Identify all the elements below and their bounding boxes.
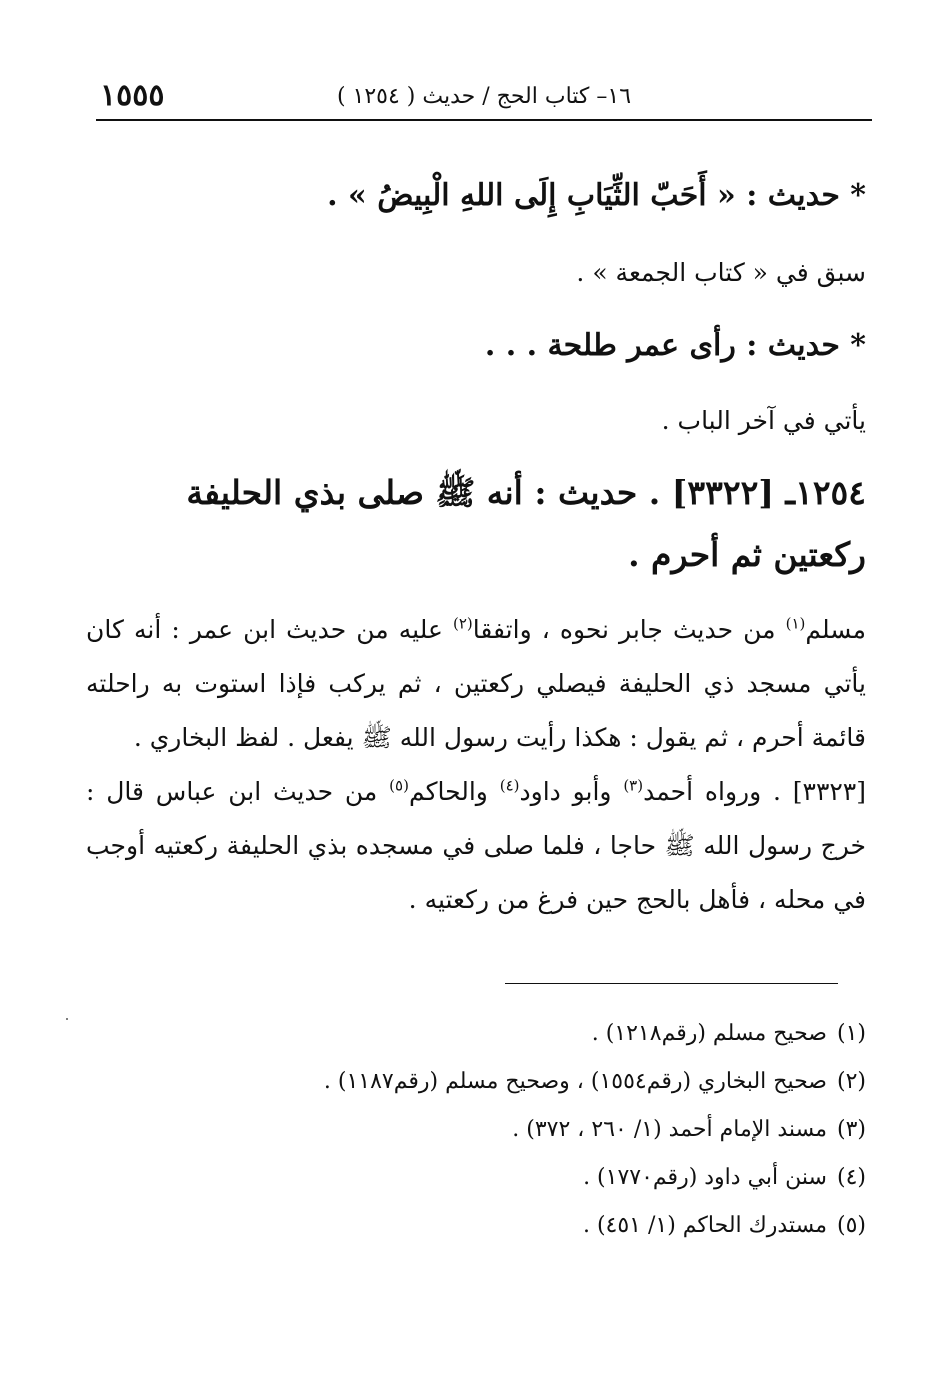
footnote-ref: (٤) bbox=[499, 776, 520, 795]
footnote-number: (٢) bbox=[836, 1069, 866, 1094]
footnote-item bbox=[86, 1106, 866, 1154]
running-head: ١٦– كتاب الحج / حديث ( ١٢٥٤ ) bbox=[336, 84, 632, 109]
commentary-text: من حديث جابر نحوه ، واتفقا bbox=[472, 615, 786, 644]
commentary-text: عليه من حديث ابن عمر : أنه كان يأتي مسجد ذي الحليفة فيصلي ركعتين ، ثم يركب فإذا استوت به راحلته قائمة أحرم ، ثم يقول : هكذا رأيت رسول الله ﷺ يفعل . لفظ البخاري . bbox=[86, 615, 866, 752]
footnote-number: (٥) bbox=[836, 1213, 866, 1238]
footnote-text: مستدرك الحاكم (١/ ٤٥١) . bbox=[582, 1213, 827, 1238]
footnote-text: مسند الإمام أحمد (١/ ٢٦٠ ، ٣٧٢) . bbox=[512, 1117, 827, 1142]
footnote-number: (١) bbox=[836, 1021, 866, 1046]
footnote-ref: (٢) bbox=[452, 614, 473, 633]
footnote-text: سنن أبي داود (رقم١٧٧٠) . bbox=[583, 1165, 827, 1190]
footnote-ref: (٣) bbox=[623, 776, 644, 795]
footnote-item bbox=[86, 1202, 866, 1250]
footnote-text: صحيح مسلم (رقم١٢١٨) . bbox=[591, 1021, 827, 1046]
commentary-text: مسلم bbox=[805, 615, 866, 644]
hadith-title: ١٢٥٤ـ [٣٣٢٢] . حديث : أنه ﷺ صلى بذي الحليفة ركعتين ثم أحرم . bbox=[186, 473, 866, 574]
footnote-text: صحيح البخاري (رقم١٥٥٤) ، وصحيح مسلم (رقم١١٨٧) . bbox=[323, 1069, 827, 1094]
footnote-item bbox=[86, 1058, 866, 1106]
page-number: ١٥٥٥ bbox=[100, 78, 165, 113]
commentary-text: وأبو داود bbox=[519, 777, 624, 806]
section-note: سبق في « كتاب الجمعة » . bbox=[576, 258, 866, 287]
scan-speck bbox=[66, 1018, 68, 1020]
footnote-number: (٣) bbox=[836, 1117, 866, 1142]
section-heading: * حديث : رأى عمر طلحة . . . bbox=[484, 328, 866, 363]
hadith-commentary-paragraph bbox=[86, 765, 866, 927]
section-heading: * حديث : « أَحَبّ الثِّيَابِ إِلَى اللهِ الْبِيضُ » . bbox=[327, 178, 866, 213]
footnote-item bbox=[86, 1010, 866, 1058]
footnotes bbox=[86, 1010, 866, 1250]
commentary-text: [٣٣٢٣] . ورواه أحمد bbox=[643, 777, 866, 806]
footnote-divider bbox=[505, 983, 838, 984]
header-divider bbox=[96, 119, 872, 121]
section-note: يأتي في آخر الباب . bbox=[661, 406, 866, 435]
footnote-item bbox=[86, 1154, 866, 1202]
footnote-number: (٤) bbox=[836, 1165, 866, 1190]
footnote-ref: (٥) bbox=[389, 776, 409, 795]
page-header bbox=[96, 78, 872, 120]
commentary-text: من حديث ابن عباس قال : خرج رسول الله ﷺ حاجا ، فلما صلى في مسجده بذي الحليفة ركعتيه أوجب في محله ، فأهل بالحج حين فرغ من ركعتيه . bbox=[86, 777, 866, 914]
hadith-commentary-paragraph bbox=[86, 603, 866, 765]
footnote-ref: (١) bbox=[785, 614, 806, 633]
commentary-text: والحاكم bbox=[408, 777, 500, 806]
